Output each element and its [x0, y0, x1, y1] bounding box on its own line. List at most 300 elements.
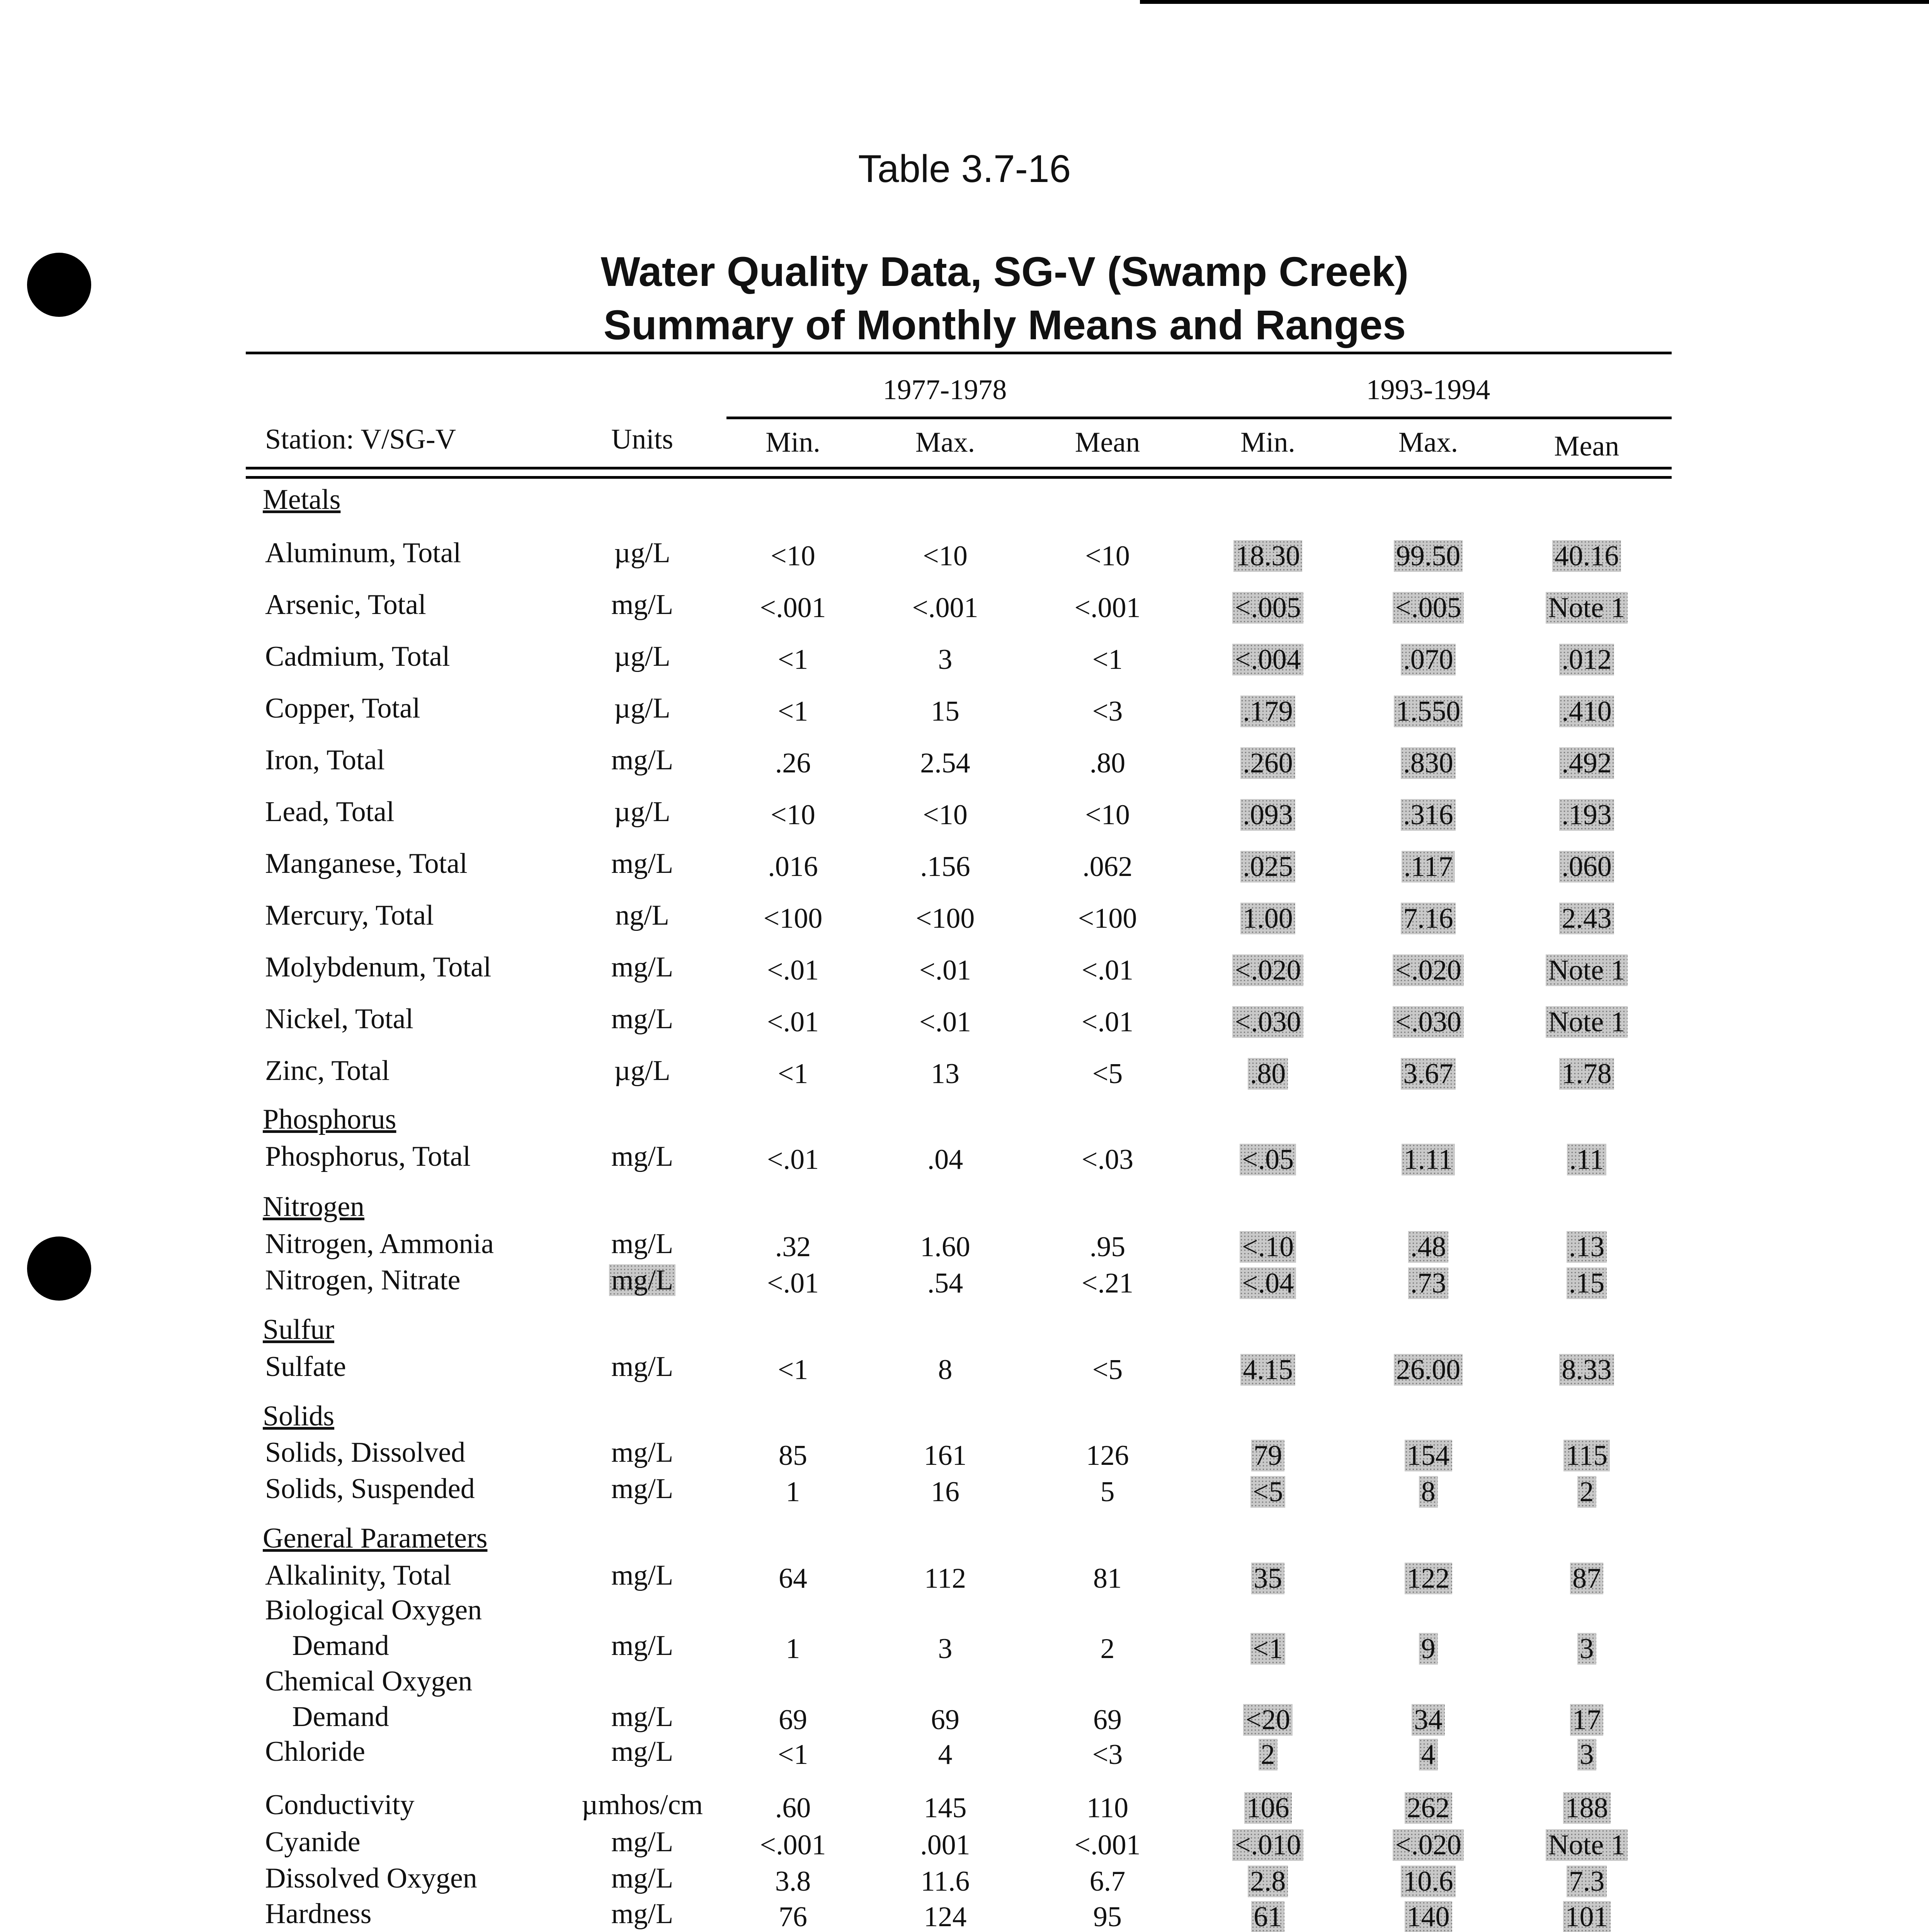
parameter-label — [265, 1737, 365, 1766]
value-text: <.01 — [1081, 1006, 1134, 1038]
value-max-1977 — [876, 1564, 1015, 1593]
parameter-name: Lead, Total — [265, 796, 395, 828]
parameter-name: Aluminum, Total — [265, 537, 461, 569]
value-max-1977 — [876, 1355, 1015, 1384]
value-mean-1977 — [1038, 1355, 1177, 1384]
value-text: <5 — [1092, 1058, 1123, 1090]
value-text: <100 — [763, 903, 823, 934]
value-text: 140 — [1405, 1901, 1452, 1932]
value-text: .32 — [775, 1231, 811, 1263]
value-max-1993 — [1359, 852, 1498, 881]
value-text: 69 — [931, 1704, 959, 1736]
value-text: .48 — [1408, 1231, 1449, 1263]
corner-rule — [1140, 0, 1929, 4]
value-text: .54 — [927, 1267, 963, 1299]
value-max-1993 — [1359, 1867, 1498, 1896]
value-min-1993 — [1198, 1903, 1337, 1931]
value-text: .80 — [1248, 1058, 1288, 1090]
value-text: <.01 — [767, 1267, 819, 1299]
value-min-1993 — [1198, 1740, 1337, 1769]
parameter-name: Sulfate — [265, 1351, 346, 1383]
value-text: <.04 — [1240, 1267, 1296, 1299]
value-text: 5 — [1100, 1476, 1115, 1508]
value-text: <.05 — [1240, 1144, 1296, 1175]
value-text: 161 — [924, 1440, 967, 1471]
value-mean-1993 — [1517, 956, 1656, 985]
value-min-1977 — [723, 594, 862, 622]
value-mean-1993 — [1517, 801, 1656, 829]
value-text: <.001 — [760, 592, 826, 624]
value-text: <.01 — [919, 954, 971, 986]
value-text: Note 1 — [1546, 1006, 1627, 1038]
value-max-1993 — [1359, 645, 1498, 674]
value-max-1993 — [1359, 904, 1498, 933]
parameter-label — [265, 539, 461, 567]
value-min-1977 — [723, 852, 862, 881]
value-mean-1993 — [1517, 1634, 1656, 1663]
value-max-1993 — [1359, 1564, 1498, 1593]
value-min-1977 — [723, 697, 862, 726]
parameter-label — [265, 1667, 472, 1696]
value-text: .060 — [1559, 851, 1614, 883]
value-text: 85 — [779, 1440, 807, 1471]
value-mean-1977 — [1038, 1740, 1177, 1769]
value-text: .15 — [1567, 1267, 1607, 1299]
table-top-rule — [246, 352, 1672, 354]
column-header-station: Station: V/SG-V — [265, 423, 456, 455]
parameter-label — [292, 1631, 389, 1660]
value-mean-1977 — [1038, 1867, 1177, 1896]
parameter-label — [265, 1352, 346, 1381]
period-1993-label: 1993-1994 — [1366, 374, 1490, 406]
parameter-label — [265, 1791, 414, 1819]
value-max-1993 — [1359, 1903, 1498, 1931]
punch-hole-middle — [27, 1236, 91, 1301]
parameter-label — [265, 642, 450, 671]
value-mean-1993 — [1517, 1706, 1656, 1734]
value-min-1977 — [723, 956, 862, 985]
value-max-1977 — [876, 1008, 1015, 1036]
value-max-1993 — [1359, 594, 1498, 622]
value-text: 1.60 — [920, 1231, 970, 1263]
value-text: .60 — [775, 1792, 811, 1824]
value-mean-1993 — [1517, 1867, 1656, 1896]
value-min-1977 — [723, 1564, 862, 1593]
value-mean-1993 — [1517, 1441, 1656, 1470]
value-mean-1977 — [1038, 1831, 1177, 1859]
value-min-1993 — [1198, 645, 1337, 674]
value-text: 101 — [1563, 1901, 1611, 1932]
parameter-name: Conductivity — [265, 1789, 415, 1821]
value-text: <.01 — [919, 1006, 971, 1038]
value-max-1977 — [876, 594, 1015, 622]
value-max-1993 — [1359, 1060, 1498, 1088]
value-text: 145 — [924, 1792, 967, 1824]
value-text: 3 — [938, 1633, 953, 1665]
unit-cell: mg/L — [611, 1228, 674, 1260]
parameter-name: Demand — [292, 1701, 389, 1733]
parameter-name: Molybdenum, Total — [265, 951, 492, 983]
parameter-label — [265, 953, 491, 981]
value-mean-1977 — [1038, 645, 1177, 674]
value-max-1977 — [876, 1867, 1015, 1896]
value-text: <1 — [777, 644, 808, 675]
value-text: 11.6 — [920, 1866, 970, 1897]
value-text: 34 — [1412, 1704, 1445, 1736]
category-heading: Metals — [263, 484, 341, 515]
parameter-label — [292, 1702, 389, 1731]
value-text: 4.15 — [1240, 1354, 1295, 1386]
parameter-name: Chemical Oxygen — [265, 1665, 473, 1697]
value-text: 61 — [1251, 1901, 1284, 1932]
value-text: .11 — [1567, 1144, 1606, 1175]
value-max-1977 — [876, 1269, 1015, 1298]
value-text: <1 — [777, 1739, 808, 1770]
value-text: <20 — [1243, 1704, 1293, 1736]
value-text: <.21 — [1081, 1267, 1134, 1299]
unit-cell: mg/L — [611, 1898, 674, 1930]
parameter-name: Solids, Suspended — [265, 1473, 475, 1505]
value-text: 40.16 — [1552, 540, 1621, 572]
value-text: 8 — [1419, 1476, 1438, 1508]
value-mean-1977 — [1038, 1564, 1177, 1593]
value-mean-1977 — [1038, 1478, 1177, 1506]
parameter-label — [265, 1596, 482, 1624]
value-text: .117 — [1402, 851, 1455, 883]
value-text: 262 — [1405, 1792, 1452, 1824]
unit-cell: mg/L — [611, 1701, 674, 1733]
value-text: <10 — [1085, 799, 1130, 831]
value-text: 95 — [1093, 1901, 1122, 1932]
value-text: 110 — [1086, 1792, 1129, 1824]
parameter-label — [265, 1475, 475, 1503]
value-max-1993 — [1359, 749, 1498, 777]
value-text: 3 — [1577, 1739, 1596, 1770]
value-text: <.020 — [1393, 954, 1463, 986]
value-mean-1993 — [1517, 542, 1656, 570]
value-max-1977 — [876, 904, 1015, 933]
value-text: 3 — [1577, 1633, 1596, 1665]
unit-cell: mg/L — [611, 1630, 674, 1662]
value-text: 1.78 — [1559, 1058, 1614, 1090]
value-text: <.001 — [1074, 1829, 1141, 1861]
value-min-1977 — [723, 542, 862, 570]
value-max-1977 — [876, 542, 1015, 570]
value-mean-1977 — [1038, 1145, 1177, 1174]
value-text: 26.00 — [1394, 1354, 1463, 1386]
value-max-1977 — [876, 852, 1015, 881]
value-text: 64 — [779, 1563, 807, 1594]
value-max-1993 — [1359, 1145, 1498, 1174]
column-header-min-1977: Min. — [765, 427, 820, 458]
value-text: .80 — [1089, 747, 1126, 779]
value-max-1993 — [1359, 1008, 1498, 1036]
value-text: 16 — [931, 1476, 959, 1508]
parameter-label — [265, 1266, 461, 1294]
parameter-name: Dissolved Oxygen — [265, 1862, 477, 1894]
value-mean-1977 — [1038, 1233, 1177, 1261]
value-text: <.030 — [1232, 1006, 1303, 1038]
value-max-1993 — [1359, 1706, 1498, 1734]
value-min-1977 — [723, 645, 862, 674]
value-text: 1.00 — [1240, 903, 1295, 934]
value-text: .260 — [1240, 747, 1295, 779]
value-mean-1977 — [1038, 542, 1177, 570]
value-max-1993 — [1359, 1831, 1498, 1859]
value-max-1977 — [876, 1478, 1015, 1506]
value-text: 17 — [1570, 1704, 1603, 1736]
value-text: 76 — [779, 1901, 807, 1932]
value-text: .13 — [1567, 1231, 1607, 1263]
value-mean-1993 — [1517, 904, 1656, 933]
category-heading: General Parameters — [263, 1522, 488, 1554]
parameter-name: Manganese, Total — [265, 848, 468, 879]
unit-cell: mg/L — [611, 1473, 674, 1505]
value-min-1977 — [723, 1269, 862, 1298]
value-text: 154 — [1405, 1440, 1452, 1471]
table-title-line-2: Summary of Monthly Means and Ranges — [603, 301, 1406, 348]
value-text: Note 1 — [1546, 592, 1627, 624]
value-min-1993 — [1198, 1794, 1337, 1822]
value-max-1977 — [876, 645, 1015, 674]
period-1977-label: 1977-1978 — [883, 374, 1007, 406]
value-text: <1 — [1250, 1633, 1286, 1665]
value-text: .830 — [1401, 747, 1456, 779]
parameter-label — [265, 1142, 471, 1171]
value-max-1993 — [1359, 1441, 1498, 1470]
value-min-1993 — [1198, 1269, 1337, 1298]
value-text: <.020 — [1393, 1829, 1463, 1861]
parameter-label — [265, 1561, 451, 1590]
value-max-1977 — [876, 1903, 1015, 1931]
value-min-1977 — [723, 1903, 862, 1931]
value-max-1993 — [1359, 1478, 1498, 1506]
value-min-1993 — [1198, 1060, 1337, 1088]
value-text: 2.54 — [920, 747, 970, 779]
value-text: <5 — [1250, 1476, 1286, 1508]
value-text: <100 — [1078, 903, 1137, 934]
parameter-label — [265, 798, 395, 826]
value-mean-1993 — [1517, 749, 1656, 777]
value-min-1993 — [1198, 749, 1337, 777]
value-min-1993 — [1198, 1867, 1337, 1896]
parameter-name: Chloride — [265, 1736, 365, 1767]
value-max-1977 — [876, 956, 1015, 985]
value-min-1977 — [723, 1478, 862, 1506]
unit-cell: µg/L — [614, 1055, 670, 1087]
value-text: 81 — [1093, 1563, 1122, 1594]
value-mean-1977 — [1038, 1706, 1177, 1734]
unit-cell: mg/L — [611, 951, 674, 983]
unit-cell: mg/L — [611, 1437, 674, 1468]
unit-cell: mg/L — [611, 1003, 674, 1035]
value-min-1993 — [1198, 1441, 1337, 1470]
value-text: <.030 — [1393, 1006, 1463, 1038]
parameter-name: Mercury, Total — [265, 900, 434, 931]
value-max-1977 — [876, 801, 1015, 829]
value-max-1993 — [1359, 697, 1498, 726]
value-text: <10 — [1085, 540, 1130, 572]
parameter-label — [265, 694, 420, 723]
value-max-1977 — [876, 697, 1015, 726]
value-text: 6.7 — [1089, 1866, 1126, 1897]
value-text: 2 — [1259, 1739, 1277, 1770]
value-text: .070 — [1401, 644, 1456, 675]
value-text: 1 — [786, 1476, 800, 1508]
parameter-name: Biological Oxygen — [265, 1594, 482, 1626]
unit-cell: ng/L — [615, 900, 669, 931]
value-mean-1977 — [1038, 852, 1177, 881]
value-text: .062 — [1082, 851, 1133, 883]
value-text: .316 — [1401, 799, 1456, 831]
unit-cell: mg/L — [611, 1862, 674, 1894]
value-mean-1993 — [1517, 1060, 1656, 1088]
value-mean-1993 — [1517, 1478, 1656, 1506]
value-text: Note 1 — [1546, 1829, 1627, 1861]
header-rule-1 — [246, 467, 1672, 469]
value-max-1993 — [1359, 1794, 1498, 1822]
value-min-1977 — [723, 1867, 862, 1896]
value-text: <1 — [777, 696, 808, 727]
period-underline — [726, 417, 1672, 419]
value-text: 87 — [1570, 1563, 1603, 1594]
column-header-mean-1993: Mean — [1554, 430, 1619, 462]
value-text: .016 — [768, 851, 818, 883]
value-text: 3 — [938, 644, 953, 675]
value-mean-1977 — [1038, 697, 1177, 726]
value-text: 10.6 — [1401, 1866, 1456, 1897]
value-text: 1.11 — [1402, 1144, 1455, 1175]
value-max-1977 — [876, 1634, 1015, 1663]
parameter-name: Copper, Total — [265, 692, 420, 724]
value-text: <.001 — [912, 592, 978, 624]
category-heading: Sulfur — [263, 1314, 334, 1345]
value-text: <.01 — [767, 1006, 819, 1038]
value-text: 8.33 — [1559, 1354, 1614, 1386]
parameter-label — [265, 1056, 390, 1085]
header-rule-2 — [246, 476, 1672, 479]
value-text: <.01 — [1081, 954, 1134, 986]
value-mean-1977 — [1038, 1903, 1177, 1931]
value-mean-1993 — [1517, 697, 1656, 726]
value-text: .179 — [1240, 696, 1295, 727]
value-min-1993 — [1198, 1706, 1337, 1734]
table-title-line-1: Water Quality Data, SG-V (Swamp Creek) — [600, 248, 1409, 295]
unit-cell: mg/L — [611, 1826, 674, 1858]
value-text: .73 — [1408, 1267, 1449, 1299]
value-min-1977 — [723, 1008, 862, 1036]
value-max-1993 — [1359, 1233, 1498, 1261]
value-text: 9 — [1419, 1633, 1438, 1665]
value-max-1993 — [1359, 1740, 1498, 1769]
value-min-1993 — [1198, 1145, 1337, 1174]
parameter-name: Arsenic, Total — [265, 589, 426, 621]
parameter-name: Cadmium, Total — [265, 641, 450, 672]
value-text: .025 — [1240, 851, 1295, 883]
unit-cell: mg/L — [611, 1560, 674, 1591]
value-min-1993 — [1198, 1233, 1337, 1261]
parameter-name: Phosphorus, Total — [265, 1141, 471, 1172]
parameter-label — [265, 746, 385, 774]
parameter-name: Cyanide — [265, 1826, 361, 1858]
value-min-1993 — [1198, 1831, 1337, 1859]
value-text: 99.50 — [1394, 540, 1463, 572]
value-max-1977 — [876, 1706, 1015, 1734]
value-text: <1 — [1092, 644, 1123, 675]
value-min-1993 — [1198, 1008, 1337, 1036]
value-mean-1977 — [1038, 1794, 1177, 1822]
value-mean-1993 — [1517, 645, 1656, 674]
value-text: 2.43 — [1559, 903, 1614, 934]
value-text: 69 — [1093, 1704, 1122, 1736]
value-max-1977 — [876, 1060, 1015, 1088]
parameter-label — [265, 1230, 494, 1258]
category-heading: Solids — [263, 1400, 335, 1432]
value-mean-1977 — [1038, 594, 1177, 622]
value-min-1977 — [723, 801, 862, 829]
value-mean-1993 — [1517, 1564, 1656, 1593]
value-text: .26 — [775, 747, 811, 779]
parameter-label — [265, 1864, 477, 1893]
column-header-min-1993: Min. — [1240, 427, 1295, 458]
value-min-1993 — [1198, 801, 1337, 829]
unit-cell: µg/L — [614, 537, 670, 569]
unit-cell: mg/L — [611, 1351, 674, 1383]
value-text: 79 — [1251, 1440, 1284, 1471]
parameter-label — [265, 1005, 413, 1033]
value-mean-1993 — [1517, 1740, 1656, 1769]
value-text: 122 — [1405, 1563, 1452, 1594]
value-mean-1977 — [1038, 1008, 1177, 1036]
value-text: <3 — [1092, 696, 1123, 727]
category-heading: Nitrogen — [263, 1191, 365, 1223]
unit-cell: mg/L — [611, 1141, 674, 1172]
value-max-1977 — [876, 1831, 1015, 1859]
value-mean-1993 — [1517, 1233, 1656, 1261]
category-heading: Phosphorus — [263, 1104, 396, 1135]
value-text: <.020 — [1232, 954, 1303, 986]
value-text: 1.550 — [1394, 696, 1463, 727]
value-text: 188 — [1563, 1792, 1611, 1824]
column-header-mean-1977: Mean — [1075, 427, 1140, 458]
value-mean-1993 — [1517, 1831, 1656, 1859]
table-number: Table 3.7-16 — [858, 147, 1071, 190]
column-header-max-1993: Max. — [1398, 427, 1458, 458]
parameter-name: Demand — [292, 1630, 389, 1662]
parameter-name: Hardness — [265, 1898, 372, 1930]
value-max-1993 — [1359, 1634, 1498, 1663]
value-mean-1993 — [1517, 1355, 1656, 1384]
value-text: 7.16 — [1401, 903, 1456, 934]
value-min-1993 — [1198, 1355, 1337, 1384]
value-max-1993 — [1359, 542, 1498, 570]
value-text: <10 — [923, 540, 968, 572]
value-text: 115 — [1563, 1440, 1610, 1471]
value-mean-1993 — [1517, 594, 1656, 622]
value-max-1993 — [1359, 956, 1498, 985]
value-text: Note 1 — [1546, 954, 1627, 986]
value-mean-1993 — [1517, 1794, 1656, 1822]
value-text: 2.8 — [1248, 1866, 1288, 1897]
value-min-1993 — [1198, 1634, 1337, 1663]
value-mean-1993 — [1517, 1008, 1656, 1036]
value-text: <1 — [777, 1354, 808, 1386]
value-text: 8 — [938, 1354, 953, 1386]
value-min-1993 — [1198, 904, 1337, 933]
value-text: <100 — [915, 903, 975, 934]
value-min-1977 — [723, 1706, 862, 1734]
value-mean-1993 — [1517, 1269, 1656, 1298]
